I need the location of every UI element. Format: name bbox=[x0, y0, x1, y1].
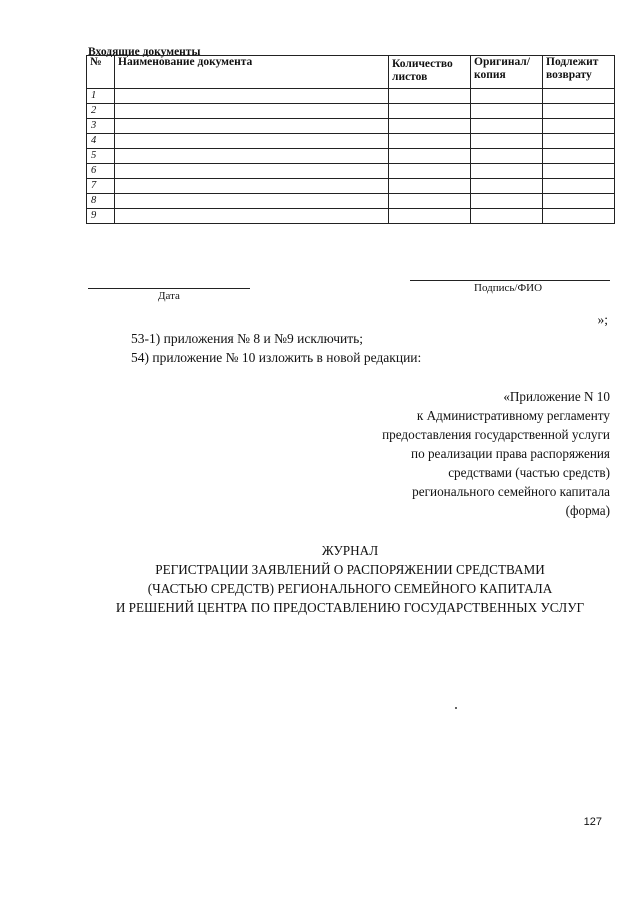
row-document-name bbox=[115, 134, 389, 149]
journal-title-line: ЖУРНАЛ bbox=[321, 543, 379, 558]
form-label: (форма) bbox=[565, 503, 610, 518]
row-original-copy bbox=[471, 164, 543, 179]
appendix-line: регионального семейного капитала bbox=[412, 484, 610, 499]
row-to-return bbox=[543, 119, 615, 134]
journal-title bbox=[70, 541, 630, 617]
row-original-copy bbox=[471, 209, 543, 224]
row-document-name bbox=[115, 104, 389, 119]
row-to-return bbox=[543, 179, 615, 194]
table-row bbox=[87, 194, 615, 209]
date-signature-line bbox=[88, 288, 250, 289]
row-original-copy bbox=[471, 179, 543, 194]
table-header-row bbox=[87, 56, 615, 89]
page-number: 127 bbox=[583, 816, 602, 828]
row-original-copy bbox=[471, 149, 543, 164]
row-original-copy bbox=[471, 119, 543, 134]
row-document-name bbox=[115, 209, 389, 224]
row-number: 1 bbox=[87, 89, 115, 104]
date-label: Дата bbox=[158, 290, 180, 302]
row-document-name bbox=[115, 149, 389, 164]
amendment-item-53-1: 53-1) приложения № 8 и №9 исключить; bbox=[131, 331, 364, 346]
row-document-name bbox=[115, 179, 389, 194]
header-number: № bbox=[87, 56, 115, 89]
scan-speck bbox=[455, 707, 457, 709]
row-to-return bbox=[543, 164, 615, 179]
row-sheet-count bbox=[389, 164, 471, 179]
appendix-line: «Приложение N 10 bbox=[503, 389, 610, 404]
row-document-name bbox=[115, 194, 389, 209]
row-number: 8 bbox=[87, 194, 115, 209]
row-number: 2 bbox=[87, 104, 115, 119]
journal-title-line: РЕГИСТРАЦИИ ЗАЯВЛЕНИЙ О РАСПОРЯЖЕНИИ СРЕДСТВАМИ bbox=[155, 562, 545, 577]
row-number: 6 bbox=[87, 164, 115, 179]
row-to-return bbox=[543, 89, 615, 104]
row-original-copy bbox=[471, 104, 543, 119]
closing-quote: »; bbox=[597, 312, 608, 327]
journal-title-line: И РЕШЕНИЙ ЦЕНТРА ПО ПРЕДОСТАВЛЕНИЮ ГОСУДАРСТВЕННЫХ УСЛУГ bbox=[115, 600, 585, 615]
header-document-name: Наименование документа bbox=[115, 56, 389, 89]
table-row bbox=[87, 134, 615, 149]
row-original-copy bbox=[471, 194, 543, 209]
row-to-return bbox=[543, 209, 615, 224]
row-to-return bbox=[543, 104, 615, 119]
table-row bbox=[87, 179, 615, 194]
incoming-documents-title: Входящие документы bbox=[88, 46, 201, 58]
row-number: 3 bbox=[87, 119, 115, 134]
row-to-return bbox=[543, 149, 615, 164]
row-original-copy bbox=[471, 89, 543, 104]
row-sheet-count bbox=[389, 89, 471, 104]
row-number: 9 bbox=[87, 209, 115, 224]
row-sheet-count bbox=[389, 209, 471, 224]
row-to-return bbox=[543, 194, 615, 209]
journal-title-line: (ЧАСТЬЮ СРЕДСТВ) РЕГИОНАЛЬНОГО СЕМЕЙНОГО КАПИТАЛА bbox=[147, 581, 553, 596]
row-sheet-count bbox=[389, 104, 471, 119]
row-document-name bbox=[115, 89, 389, 104]
header-sheet-count: Количество листов bbox=[389, 56, 471, 89]
table-row bbox=[87, 119, 615, 134]
table-row bbox=[87, 104, 615, 119]
row-number: 4 bbox=[87, 134, 115, 149]
incoming-documents-table bbox=[86, 55, 615, 224]
row-document-name bbox=[115, 164, 389, 179]
amendment-item-54: 54) приложение № 10 изложить в новой редакции: bbox=[131, 350, 422, 365]
row-sheet-count bbox=[389, 134, 471, 149]
table-row bbox=[87, 209, 615, 224]
signature-name-label: Подпись/ФИО bbox=[474, 282, 543, 294]
row-to-return bbox=[543, 134, 615, 149]
signature-line bbox=[410, 280, 610, 281]
appendix-line: по реализации права распоряжения bbox=[411, 446, 610, 461]
row-sheet-count bbox=[389, 149, 471, 164]
appendix-line: средствами (частью средств) bbox=[448, 465, 610, 480]
header-to-return: Подлежит возврату bbox=[543, 56, 615, 89]
row-sheet-count bbox=[389, 179, 471, 194]
row-number: 5 bbox=[87, 149, 115, 164]
row-sheet-count bbox=[389, 119, 471, 134]
row-number: 7 bbox=[87, 179, 115, 194]
row-original-copy bbox=[471, 134, 543, 149]
appendix-heading bbox=[290, 387, 610, 501]
row-sheet-count bbox=[389, 194, 471, 209]
row-document-name bbox=[115, 119, 389, 134]
appendix-line: к Административному регламенту bbox=[416, 408, 610, 423]
table-row bbox=[87, 89, 615, 104]
table-row bbox=[87, 149, 615, 164]
table-row bbox=[87, 164, 615, 179]
header-original-copy: Оригинал/ копия bbox=[471, 56, 543, 89]
appendix-line: предоставления государственной услуги bbox=[382, 427, 610, 442]
